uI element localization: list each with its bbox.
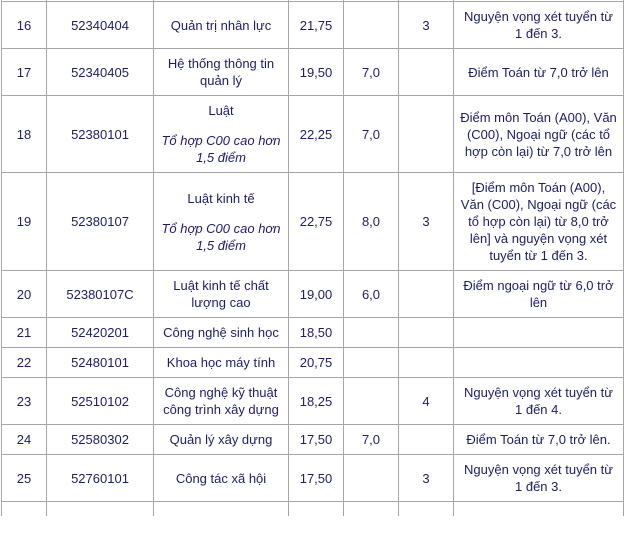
cell-benchmark-score: 19,50: [289, 49, 344, 96]
cell-subject-condition-score: [344, 378, 399, 425]
cell-subject-condition-score: [344, 455, 399, 502]
cell-program-name: [154, 49, 289, 96]
cell-row-number: 20: [2, 271, 47, 318]
program-name-note: Tổ hợp C00 cao hơn 1,5 điểm: [161, 133, 281, 165]
program-name-text: Hệ thống thông tin quản lý: [167, 56, 275, 88]
cell-subject-condition-score: 6,0: [344, 271, 399, 318]
cell-admission-condition-note: Điểm môn Toán (A00), Văn (C00), Ngoại ngữ (các tổ hợp còn lại) từ 7,0 trở lên: [454, 96, 624, 173]
cell-admission-condition-note: Điểm ngoại ngữ từ 6,0 trở lên: [454, 271, 624, 318]
cell-admission-condition-note: Điểm Toán từ 7,0 trở lên: [454, 49, 624, 96]
cell-program-code: 52380107: [47, 173, 154, 271]
table-row: [2, 173, 624, 271]
cell-aspiration-order: [399, 348, 454, 378]
cell-row-number: 22: [2, 348, 47, 378]
program-name-text: Công nghệ kỹ thuật công trình xây dựng: [163, 385, 279, 417]
program-name-text: Luật: [208, 103, 234, 118]
cell-row-number: 18: [2, 96, 47, 173]
cell-program-name: [154, 425, 289, 455]
cell-empty: [454, 502, 624, 517]
cell-program-name: [154, 378, 289, 425]
cell-program-code: 52510102: [47, 378, 154, 425]
cell-aspiration-order: [399, 318, 454, 348]
cell-aspiration-order: [399, 425, 454, 455]
admission-table-body: [2, 0, 624, 516]
cell-admission-condition-note: [Điểm môn Toán (A00), Văn (C00), Ngoại ngữ (các tổ hợp còn lại) từ 8,0 trở lên] và nguyện vọng xét tuyển từ 1 đến 3.: [454, 173, 624, 271]
cell-aspiration-order: 3: [399, 173, 454, 271]
cell-benchmark-score: 17,50: [289, 425, 344, 455]
cell-row-number: 16: [2, 2, 47, 49]
cell-program-code: 52760101: [47, 455, 154, 502]
cell-row-number: 25: [2, 455, 47, 502]
program-name-text: Công nghệ sinh học: [163, 325, 279, 340]
cell-program-name: [154, 173, 289, 271]
table-row: [2, 271, 624, 318]
cell-subject-condition-score: 7,0: [344, 96, 399, 173]
cell-program-code: 52380107C: [47, 271, 154, 318]
cell-program-code: 52340405: [47, 49, 154, 96]
cell-benchmark-score: 22,25: [289, 96, 344, 173]
cell-program-code: 52480101: [47, 348, 154, 378]
cell-aspiration-order: [399, 96, 454, 173]
table-row: [2, 455, 624, 502]
cell-subject-condition-score: [344, 318, 399, 348]
cell-admission-condition-note: Nguyện vọng xét tuyển từ 1 đến 3.: [454, 2, 624, 49]
admission-table: [1, 0, 624, 516]
cell-benchmark-score: 21,75: [289, 2, 344, 49]
cell-subject-condition-score: 8,0: [344, 173, 399, 271]
table-row: [2, 425, 624, 455]
cell-program-code: 52580302: [47, 425, 154, 455]
cell-program-name: [154, 455, 289, 502]
table-row: [2, 348, 624, 378]
program-name-text: Luật kinh tế: [187, 190, 255, 206]
cell-program-code: 52340404: [47, 2, 154, 49]
cell-empty: [344, 502, 399, 517]
cell-program-code: 52380101: [47, 96, 154, 173]
cell-admission-condition-note: [454, 318, 624, 348]
cell-row-number: 24: [2, 425, 47, 455]
cell-benchmark-score: 19,00: [289, 271, 344, 318]
clipped-row-bottom: [2, 502, 624, 517]
cell-empty: [399, 502, 454, 517]
cell-subject-condition-score: 7,0: [344, 49, 399, 96]
cell-program-name: [154, 271, 289, 318]
cell-program-code: 52420201: [47, 318, 154, 348]
cell-empty: [289, 502, 344, 517]
cell-program-name: [154, 348, 289, 378]
cell-admission-condition-note: Nguyện vọng xét tuyển từ 1 đến 4.: [454, 378, 624, 425]
cell-admission-condition-note: [454, 348, 624, 378]
cell-aspiration-order: 3: [399, 455, 454, 502]
cell-benchmark-score: 17,50: [289, 455, 344, 502]
cell-program-name: [154, 2, 289, 49]
cell-benchmark-score: 22,75: [289, 173, 344, 271]
program-name-note: Tổ hợp C00 cao hơn 1,5 điểm: [161, 220, 281, 253]
program-name-text: Quản trị nhân lực: [170, 17, 272, 33]
cell-benchmark-score: 18,50: [289, 318, 344, 348]
cell-aspiration-order: 3: [399, 2, 454, 49]
cell-aspiration-order: [399, 271, 454, 318]
cell-row-number: 17: [2, 49, 47, 96]
cell-benchmark-score: 18,25: [289, 378, 344, 425]
cell-empty: [47, 502, 154, 517]
cell-row-number: 23: [2, 378, 47, 425]
program-name-text: Luật kinh tế chất lượng cao: [173, 278, 269, 310]
cell-row-number: 19: [2, 173, 47, 271]
program-name-text: Khoa học máy tính: [166, 355, 276, 370]
program-name-text: Công tác xã hội: [175, 470, 267, 486]
cell-program-name: [154, 96, 289, 173]
cell-row-number: 21: [2, 318, 47, 348]
cell-benchmark-score: 20,75: [289, 348, 344, 378]
cell-subject-condition-score: [344, 2, 399, 49]
program-name-text: Quản lý xây dựng: [169, 432, 273, 447]
cell-empty: [2, 502, 47, 517]
cell-subject-condition-score: [344, 348, 399, 378]
cell-admission-condition-note: Điểm Toán từ 7,0 trở lên.: [454, 425, 624, 455]
cell-program-name: [154, 318, 289, 348]
cell-aspiration-order: 4: [399, 378, 454, 425]
table-row: [2, 378, 624, 425]
cell-admission-condition-note: Nguyện vọng xét tuyển từ 1 đến 3.: [454, 455, 624, 502]
cell-aspiration-order: [399, 49, 454, 96]
cell-subject-condition-score: 7,0: [344, 425, 399, 455]
table-row: [2, 318, 624, 348]
table-row: [2, 49, 624, 96]
table-row: [2, 96, 624, 173]
cell-empty: [154, 502, 289, 517]
table-row: [2, 2, 624, 49]
